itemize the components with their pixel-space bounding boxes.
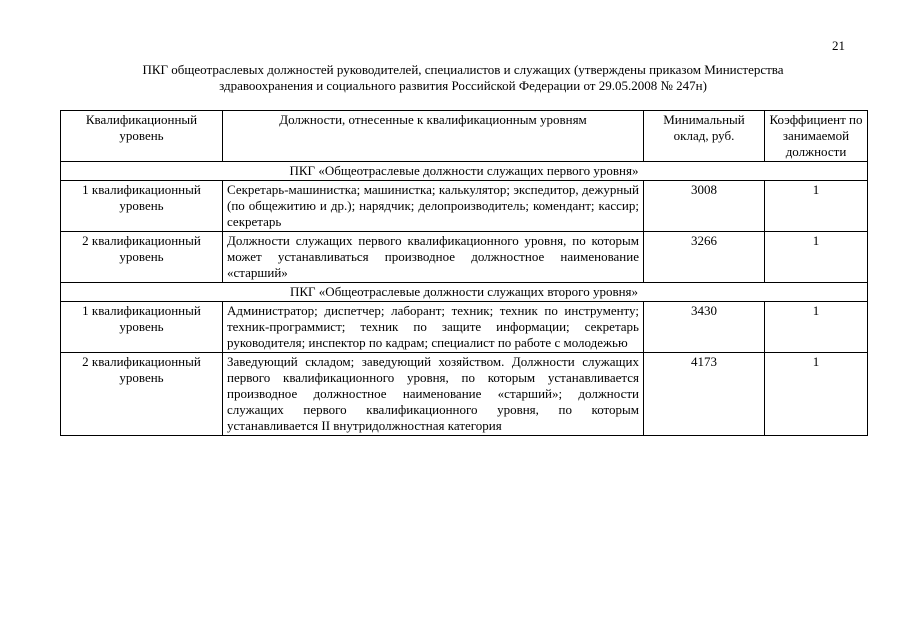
pkg-table [60, 110, 868, 436]
group-title: ПКГ «Общеотраслевые должности служащих первого уровня» [61, 162, 868, 181]
cell-level: 2 квалификационный уровень [61, 353, 223, 436]
cell-positions: Должности служащих первого квалификационного уровня, по которым может устанавливаться производное должностное наименование «старший» [223, 232, 644, 283]
cell-level: 2 квалификационный уровень [61, 232, 223, 283]
cell-salary: 3430 [644, 302, 765, 353]
group-title: ПКГ «Общеотраслевые должности служащих второго уровня» [61, 283, 868, 302]
cell-salary: 3266 [644, 232, 765, 283]
cell-positions: Администратор; диспетчер; лаборант; техник; техник по инструменту; техник-программист; техник по защите информации; секретарь руководителя; инспектор по кадрам; специалист по работе с молодежью [223, 302, 644, 353]
cell-coefficient: 1 [765, 353, 868, 436]
cell-coefficient: 1 [765, 232, 868, 283]
table-row [61, 353, 868, 436]
header-level: Квалификационный уровень [61, 111, 223, 162]
cell-coefficient: 1 [765, 181, 868, 232]
cell-salary: 3008 [644, 181, 765, 232]
group-row [61, 162, 868, 181]
cell-level: 1 квалификационный уровень [61, 181, 223, 232]
title-line-2: здравоохранения и социального развития Российской Федерации от 29.05.2008 № 247н) [219, 78, 707, 93]
group-row [61, 283, 868, 302]
table-header-row [61, 111, 868, 162]
cell-positions: Секретарь-машинистка; машинистка; калькулятор; экспедитор, дежурный (по общежитию и др.); нарядчик; делопроизводитель; комендант; кассир; секретарь [223, 181, 644, 232]
header-coefficient: Коэффициент по занимаемой должности [765, 111, 868, 162]
header-positions: Должности, отнесенные к квалификационным уровням [223, 111, 644, 162]
table-row [61, 232, 868, 283]
table-row [61, 181, 868, 232]
page-number: 21 [832, 38, 845, 53]
cell-salary: 4173 [644, 353, 765, 436]
cell-level: 1 квалификационный уровень [61, 302, 223, 353]
cell-coefficient: 1 [765, 302, 868, 353]
cell-positions: Заведующий складом; заведующий хозяйством. Должности служащих первого квалификационного уровня, по которым устанавливается производное должностное наименование «старший»; должности служащих первого квалификационного уровня, по которым устанавливается II внутридолжностная категория [223, 353, 644, 436]
title-line-1: ПКГ общеотраслевых должностей руководителей, специалистов и служащих (утверждены приказом Министерства [142, 62, 784, 77]
header-salary: Минимальный оклад, руб. [644, 111, 765, 162]
document-title [60, 62, 866, 94]
table-row [61, 302, 868, 353]
